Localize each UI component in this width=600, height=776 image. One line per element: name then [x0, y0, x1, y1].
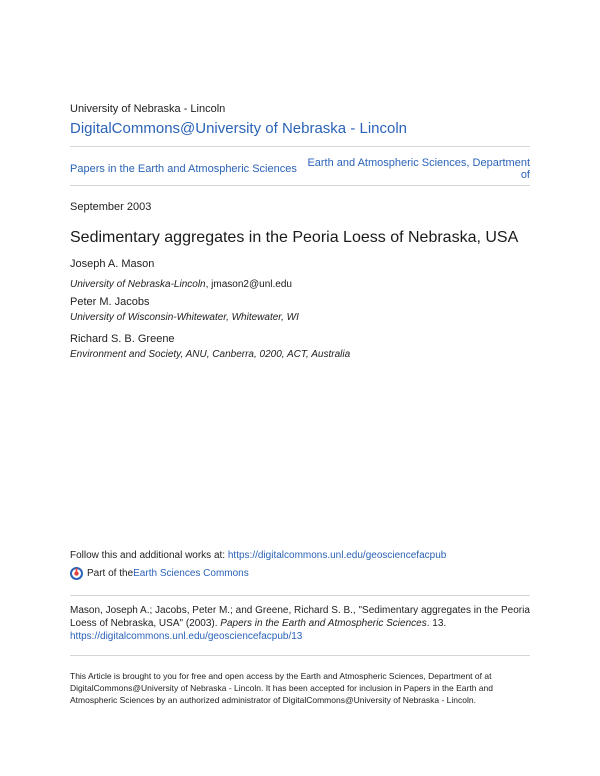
repository-link[interactable]: DigitalCommons@University of Nebraska - Lincoln	[70, 120, 408, 137]
recommended-citation	[70, 604, 535, 643]
citation-journal: Papers in the Earth and Atmospheric Sciences	[220, 618, 427, 629]
author-name: Peter M. Jacobs	[70, 296, 150, 308]
citation-url-link[interactable]: https://digitalcommons.unl.edu/geosciencefacpub/13	[70, 631, 303, 642]
series-link[interactable]: Papers in the Earth and Atmospheric Sciences	[70, 163, 297, 175]
divider-notice	[70, 655, 530, 656]
part-of-line	[70, 567, 249, 580]
author-affiliation: Environment and Society, ANU, Canberra, 0200, ACT, Australia	[70, 349, 351, 360]
author-affiliation: University of Nebraska-Lincoln	[70, 279, 206, 290]
author-block-2	[70, 296, 299, 323]
publication-date: September 2003	[70, 201, 152, 213]
author-email: , jmason2@unl.edu	[205, 279, 292, 290]
follow-prefix: Follow this and additional works at:	[70, 550, 228, 561]
divider-top	[70, 146, 530, 147]
author-block-3	[70, 333, 350, 360]
earth-sciences-commons-link[interactable]: Earth Sciences Commons	[133, 568, 249, 579]
author-affiliation: University of Wisconsin-Whitewater, Whitewater, WI	[70, 312, 299, 323]
article-title: Sedimentary aggregates in the Peoria Loess of Nebraska, USA	[70, 229, 519, 246]
author-affiliation-line	[70, 274, 292, 292]
divider-citation	[70, 595, 530, 596]
divider-nav	[70, 185, 530, 186]
part-of-prefix: Part of the	[87, 568, 134, 579]
citation-text: Mason, Joseph A.; Jacobs, Peter M.; and Greene, Richard S. B., "Sedimentary aggregates in the Peoria Loess of Nebraska, USA" (2003).	[70, 605, 530, 629]
author-name: Richard S. B. Greene	[70, 333, 175, 345]
access-notice: This Article is brought to you for free and open access by the Earth and Atmospheric Sciences, Department of at DigitalCommons@University of Nebraska - Lincoln. It has been accepted for inclusion in Papers in the Earth and Atmospheric Sciences by an authorized administrator of DigitalCommons@University of Nebraska - Lincoln.	[70, 671, 493, 705]
institution-name: University of Nebraska - Lincoln	[70, 103, 226, 115]
network-icon	[70, 567, 83, 580]
author-block-1	[70, 258, 292, 292]
department-link[interactable]: Earth and Atmospheric Sciences, Department of	[307, 157, 530, 181]
follow-line	[70, 550, 446, 561]
follow-url-link[interactable]: https://digitalcommons.unl.edu/geosciencefacpub	[227, 550, 447, 561]
citation-suffix: . 13.	[426, 618, 447, 629]
author-name: Joseph A. Mason	[70, 258, 155, 270]
